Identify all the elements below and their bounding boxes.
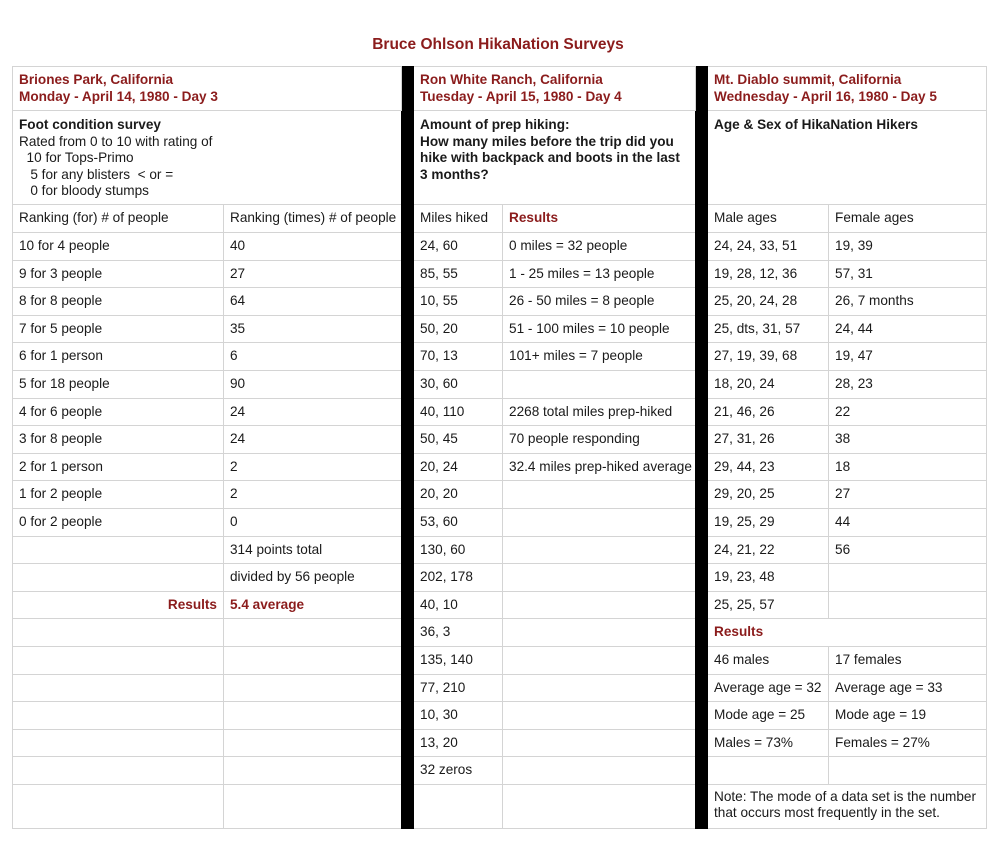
diablo-male-cell: 21, 46, 26 xyxy=(708,398,829,426)
diablo-result-cell: Average age = 32 xyxy=(708,674,829,702)
ranch-miles-cell: 53, 60 xyxy=(414,508,503,536)
ranch-miles-cell: 40, 110 xyxy=(414,398,503,426)
diablo-survey-title: Age & Sex of HikaNation Hikers xyxy=(714,117,918,132)
table-row xyxy=(13,426,987,454)
ranch-miles-cell: 50, 45 xyxy=(414,426,503,454)
ranch-miles-cell: 36, 3 xyxy=(414,619,503,647)
ranch-miles-cell: 20, 24 xyxy=(414,453,503,481)
diablo-date: Wednesday - April 16, 1980 - Day 5 xyxy=(714,88,937,104)
briones-col-header: Ranking (for) # of people xyxy=(13,205,224,233)
diablo-male-cell: 24, 21, 22 xyxy=(708,536,829,564)
ranch-results-cell: 0 miles = 32 people xyxy=(503,233,696,261)
briones-empty-cell xyxy=(13,784,224,828)
diablo-female-cell xyxy=(829,564,987,592)
diablo-result-cell xyxy=(708,757,829,785)
diablo-male-cell: 27, 31, 26 xyxy=(708,426,829,454)
briones-rank-cell: 4 for 6 people xyxy=(13,398,224,426)
diablo-col-header: Female ages xyxy=(829,205,987,233)
diablo-female-cell: 28, 23 xyxy=(829,370,987,398)
briones-empty-cell xyxy=(224,784,402,828)
column-divider xyxy=(696,67,708,829)
ranch-miles-cell: 130, 60 xyxy=(414,536,503,564)
briones-header xyxy=(13,67,402,111)
ranch-miles-cell: 85, 55 xyxy=(414,260,503,288)
diablo-female-cell: 24, 44 xyxy=(829,315,987,343)
ranch-miles-cell xyxy=(414,784,503,828)
diablo-male-cell: 29, 44, 23 xyxy=(708,453,829,481)
briones-empty-cell xyxy=(13,729,224,757)
ranch-results-cell xyxy=(503,702,696,730)
ranch-miles-cell: 135, 140 xyxy=(414,646,503,674)
briones-empty-cell xyxy=(224,619,402,647)
briones-survey-title: Foot condition survey xyxy=(19,117,161,132)
briones-points-cell: 6 xyxy=(224,343,402,371)
table-row xyxy=(13,343,987,371)
table-row xyxy=(13,784,987,828)
briones-points-cell: 0 xyxy=(224,508,402,536)
briones-empty-cell xyxy=(224,757,402,785)
briones-rank-cell: 0 for 2 people xyxy=(13,508,224,536)
briones-empty-cell xyxy=(224,646,402,674)
ranch-miles-cell: 24, 60 xyxy=(414,233,503,261)
column-divider xyxy=(402,67,414,829)
table-row xyxy=(13,315,987,343)
diablo-result-cell: 17 females xyxy=(829,646,987,674)
briones-points-cell: 24 xyxy=(224,426,402,454)
diablo-male-cell: 19, 25, 29 xyxy=(708,508,829,536)
briones-empty-cell xyxy=(13,702,224,730)
briones-col-header: Ranking (times) # of people xyxy=(224,205,402,233)
diablo-female-cell: 57, 31 xyxy=(829,260,987,288)
briones-points-cell: 24 xyxy=(224,398,402,426)
diablo-female-cell: 19, 39 xyxy=(829,233,987,261)
briones-empty-cell xyxy=(13,646,224,674)
table-row xyxy=(13,619,987,647)
briones-rank-cell: 6 for 1 person xyxy=(13,343,224,371)
briones-empty-cell xyxy=(13,674,224,702)
table-row xyxy=(13,646,987,674)
briones-rank-cell xyxy=(13,564,224,592)
diablo-male-cell: 19, 28, 12, 36 xyxy=(708,260,829,288)
diablo-female-cell: 27 xyxy=(829,481,987,509)
ranch-results-cell xyxy=(503,646,696,674)
diablo-result-cell: 46 males xyxy=(708,646,829,674)
diablo-male-cell: 27, 19, 39, 68 xyxy=(708,343,829,371)
diablo-result-cell: Mode age = 19 xyxy=(829,702,987,730)
table-row xyxy=(13,536,987,564)
briones-points-cell: 90 xyxy=(224,370,402,398)
diablo-result-cell: Females = 27% xyxy=(829,729,987,757)
briones-points-cell: 2 xyxy=(224,453,402,481)
briones-rank-cell: 8 for 8 people xyxy=(13,288,224,316)
diablo-survey-description xyxy=(708,111,987,205)
ranch-results-cell xyxy=(503,729,696,757)
briones-points-cell: 40 xyxy=(224,233,402,261)
diablo-place: Mt. Diablo summit, California xyxy=(714,72,902,87)
ranch-results-cell xyxy=(503,536,696,564)
ranch-results-cell: 1 - 25 miles = 13 people xyxy=(503,260,696,288)
briones-points-cell: 27 xyxy=(224,260,402,288)
diablo-results-label: Results xyxy=(708,619,987,647)
ranch-header xyxy=(414,67,696,111)
ranch-results-header: Results xyxy=(503,205,696,233)
table-row xyxy=(13,453,987,481)
diablo-male-cell: 25, 25, 57 xyxy=(708,591,829,619)
briones-rank-cell: 5 for 18 people xyxy=(13,370,224,398)
briones-rank-cell: 9 for 3 people xyxy=(13,260,224,288)
briones-empty-cell xyxy=(224,702,402,730)
diablo-male-cell: 25, dts, 31, 57 xyxy=(708,315,829,343)
ranch-results-cell xyxy=(503,508,696,536)
table-row xyxy=(13,398,987,426)
ranch-miles-cell: 40, 10 xyxy=(414,591,503,619)
table-row xyxy=(13,757,987,785)
diablo-note: Note: The mode of a data set is the number that occurs most frequently in the set. xyxy=(708,784,987,828)
ranch-question-detail: How many miles before the trip did you hike with backpack and boots in the last 3 months? xyxy=(420,133,680,182)
table-row xyxy=(13,702,987,730)
table-row xyxy=(13,564,987,592)
ranch-results-cell xyxy=(503,784,696,828)
diablo-male-cell: 18, 20, 24 xyxy=(708,370,829,398)
briones-survey-line: 5 for any blisters < or = xyxy=(19,166,174,182)
briones-survey-line: 0 for bloody stumps xyxy=(19,183,149,198)
diablo-result-cell: Average age = 33 xyxy=(829,674,987,702)
ranch-results-cell: 2268 total miles prep-hiked xyxy=(503,398,696,426)
ranch-results-cell xyxy=(503,591,696,619)
briones-rank-cell: Results xyxy=(13,591,224,619)
ranch-miles-cell: 202, 178 xyxy=(414,564,503,592)
diablo-male-cell: 25, 20, 24, 28 xyxy=(708,288,829,316)
briones-rank-cell: 1 for 2 people xyxy=(13,481,224,509)
diablo-result-cell xyxy=(829,757,987,785)
ranch-miles-cell: 20, 20 xyxy=(414,481,503,509)
ranch-results-cell xyxy=(503,757,696,785)
briones-points-cell: 2 xyxy=(224,481,402,509)
table-row xyxy=(13,729,987,757)
ranch-miles-cell: 70, 13 xyxy=(414,343,503,371)
briones-points-cell: 35 xyxy=(224,315,402,343)
ranch-miles-cell: 10, 55 xyxy=(414,288,503,316)
diablo-male-cell: 19, 23, 48 xyxy=(708,564,829,592)
ranch-results-cell xyxy=(503,481,696,509)
ranch-col-header: Miles hiked xyxy=(414,205,503,233)
briones-empty-cell xyxy=(224,729,402,757)
ranch-results-cell xyxy=(503,370,696,398)
table-row xyxy=(13,370,987,398)
diablo-female-cell: 22 xyxy=(829,398,987,426)
table-row xyxy=(13,288,987,316)
ranch-results-cell: 26 - 50 miles = 8 people xyxy=(503,288,696,316)
diablo-male-cell: 29, 20, 25 xyxy=(708,481,829,509)
diablo-female-cell: 26, 7 months xyxy=(829,288,987,316)
diablo-result-cell: Males = 73% xyxy=(708,729,829,757)
survey-table xyxy=(12,66,987,829)
diablo-female-cell: 44 xyxy=(829,508,987,536)
briones-rank-cell: 3 for 8 people xyxy=(13,426,224,454)
ranch-results-cell: 51 - 100 miles = 10 people xyxy=(503,315,696,343)
briones-rank-cell: 2 for 1 person xyxy=(13,453,224,481)
table-row xyxy=(13,260,987,288)
diablo-female-cell xyxy=(829,591,987,619)
briones-survey-description xyxy=(13,111,402,205)
ranch-results-cell: 70 people responding xyxy=(503,426,696,454)
briones-points-cell: 64 xyxy=(224,288,402,316)
ranch-miles-cell: 50, 20 xyxy=(414,315,503,343)
briones-place: Briones Park, California xyxy=(19,72,174,87)
table-row xyxy=(13,591,987,619)
diablo-female-cell: 38 xyxy=(829,426,987,454)
briones-date: Monday - April 14, 1980 - Day 3 xyxy=(19,88,218,104)
ranch-results-cell xyxy=(503,564,696,592)
briones-points-cell: divided by 56 people xyxy=(224,564,402,592)
diablo-header xyxy=(708,67,987,111)
ranch-results-cell xyxy=(503,619,696,647)
table-row xyxy=(13,674,987,702)
briones-rank-cell xyxy=(13,536,224,564)
briones-empty-cell xyxy=(13,757,224,785)
ranch-miles-cell: 77, 210 xyxy=(414,674,503,702)
diablo-female-cell: 18 xyxy=(829,453,987,481)
briones-points-cell: 314 points total xyxy=(224,536,402,564)
diablo-female-cell: 56 xyxy=(829,536,987,564)
briones-rank-cell: 10 for 4 people xyxy=(13,233,224,261)
ranch-results-cell xyxy=(503,674,696,702)
ranch-date: Tuesday - April 15, 1980 - Day 4 xyxy=(420,88,622,104)
briones-survey-line: Rated from 0 to 10 with rating of xyxy=(19,133,213,149)
diablo-result-cell: Mode age = 25 xyxy=(708,702,829,730)
ranch-results-cell: 101+ miles = 7 people xyxy=(503,343,696,371)
ranch-question: Amount of prep hiking: xyxy=(420,117,570,132)
ranch-miles-cell: 30, 60 xyxy=(414,370,503,398)
page-title: Bruce Ohlson HikaNation Surveys xyxy=(372,36,624,53)
briones-points-cell: 5.4 average xyxy=(224,591,402,619)
ranch-results-cell: 32.4 miles prep-hiked average xyxy=(503,453,696,481)
ranch-miles-cell: 32 zeros xyxy=(414,757,503,785)
diablo-col-header: Male ages xyxy=(708,205,829,233)
briones-empty-cell xyxy=(224,674,402,702)
briones-empty-cell xyxy=(13,619,224,647)
briones-rank-cell: 7 for 5 people xyxy=(13,315,224,343)
briones-survey-line: 10 for Tops-Primo xyxy=(19,150,134,165)
diablo-male-cell: 24, 24, 33, 51 xyxy=(708,233,829,261)
table-row xyxy=(13,481,987,509)
ranch-miles-cell: 10, 30 xyxy=(414,702,503,730)
diablo-female-cell: 19, 47 xyxy=(829,343,987,371)
table-row xyxy=(13,508,987,536)
table-row xyxy=(13,233,987,261)
ranch-place: Ron White Ranch, California xyxy=(420,72,603,87)
ranch-miles-cell: 13, 20 xyxy=(414,729,503,757)
ranch-survey-question xyxy=(414,111,696,205)
